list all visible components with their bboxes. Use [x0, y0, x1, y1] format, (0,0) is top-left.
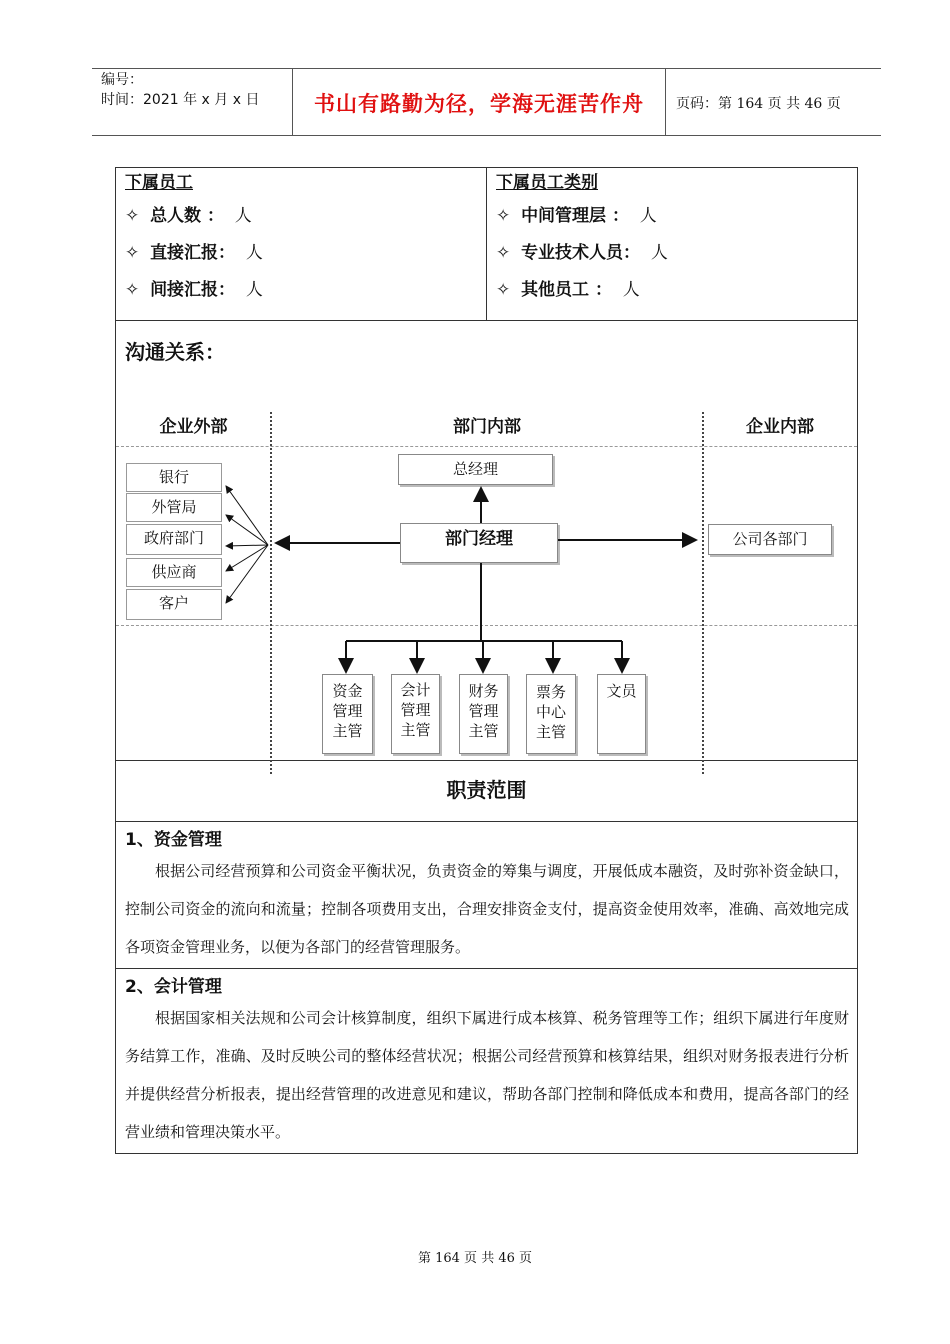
column-header-external: 企业外部: [159, 417, 228, 437]
item-label: 总人数 ：: [150, 206, 224, 226]
department-manager-box: 部门经理: [400, 523, 558, 563]
item-unit: 人: [234, 206, 252, 226]
arrow-to-customer: [226, 545, 268, 603]
bullet-icon: ✧: [125, 206, 140, 226]
role-line: 中心: [535, 703, 566, 721]
motto: 书山有路勤为径，学海无涯苦作舟: [314, 91, 644, 116]
role-line: 主管: [535, 723, 566, 741]
page-number-label: 页码：第 164 页 共 46 页: [676, 96, 841, 112]
footer-page-number: 第 164 页 共 46 页: [417, 1251, 533, 1266]
role-line: 管理: [468, 702, 499, 720]
external-party-forex-bureau: 外管局: [126, 493, 222, 522]
bullet-icon: ✧: [496, 243, 511, 263]
external-party-supplier: 供应商: [126, 558, 222, 587]
item-label: 中间管理层 ：: [521, 206, 629, 226]
column-header-department: 部门内部: [453, 417, 521, 437]
role-line: 票务: [535, 683, 566, 701]
bullet-icon: ✧: [125, 280, 140, 300]
internal-party-box: 公司各部门: [708, 524, 832, 555]
table-rule: [115, 821, 858, 822]
bullet-icon: ✧: [125, 243, 140, 263]
item-unit: 人: [639, 206, 657, 226]
section-heading: 1、资金管理: [125, 830, 222, 850]
arrow-to-bank: [226, 486, 268, 545]
general-manager-box: 总经理: [398, 454, 553, 485]
arrow-to-supplier: [226, 545, 268, 571]
item-label: 专业技术人员：: [521, 243, 641, 263]
table-rule: [115, 968, 858, 969]
subordinates-title: 下属员工: [125, 173, 193, 193]
item-unit: 人: [245, 243, 263, 263]
external-party-bank: 银行: [126, 463, 222, 492]
column-header-internal: 企业内部: [746, 417, 814, 437]
role-line: 资金: [332, 682, 363, 700]
item-label: 其他员工 ：: [521, 280, 612, 300]
external-party-customer: 客户: [126, 589, 222, 620]
bullet-icon: ✧: [496, 280, 511, 300]
time-label: 时间：2021 年 x 月 x 日: [101, 92, 260, 108]
serial-label: 编号：: [101, 72, 143, 88]
communication-title: 沟通关系：: [125, 340, 225, 364]
role-line: 管理: [400, 701, 431, 719]
role-line: 主管: [400, 721, 431, 739]
role-line: 主管: [468, 722, 499, 740]
arrow-to-forex-bureau: [226, 515, 268, 545]
section-text: 根据公司经营预算和公司资金平衡状况，负责资金的筹集与调度，开展低成本融资，及时弥补资金缺口，控制公司资金的流向和流量；控制各项费用支出，合理安排资金支付，提高资金使用效率，准确、高效地完成各项资金管理业务，以便为各部门的经营管理服务。: [125, 862, 849, 956]
role-line: 文员: [606, 682, 637, 700]
role-line: 财务: [468, 682, 499, 700]
role-line: 会计: [400, 681, 431, 699]
arrow-to-government: [226, 545, 268, 546]
section-text: 根据国家相关法规和公司会计核算制度，组织下属进行成本核算、税务管理等工作；组织下属进行年度财务结算工作，准确、及时反映公司的整体经营状况；根据公司经营预算和核算结果，组织对财务报表进行分析并提供经营分析报表，提出经营管理的改进意见和建议，帮助各部门控制和降低成本和费用，提高各部门的经营业绩和管理决策水平。: [125, 1009, 849, 1141]
bullet-icon: ✧: [496, 206, 511, 226]
responsibilities-title: 职责范围: [446, 778, 527, 802]
subordinate-types-title: 下属员工类别: [496, 173, 598, 193]
role-line: 主管: [332, 722, 363, 740]
external-party-government: 政府部门: [126, 524, 222, 555]
item-label: 直接汇报：: [150, 243, 236, 263]
item-label: 间接汇报：: [150, 280, 236, 300]
section-heading: 2、会计管理: [125, 977, 222, 997]
item-unit: 人: [622, 280, 640, 300]
item-unit: 人: [245, 280, 263, 300]
item-unit: 人: [650, 243, 668, 263]
role-line: 管理: [332, 702, 363, 720]
